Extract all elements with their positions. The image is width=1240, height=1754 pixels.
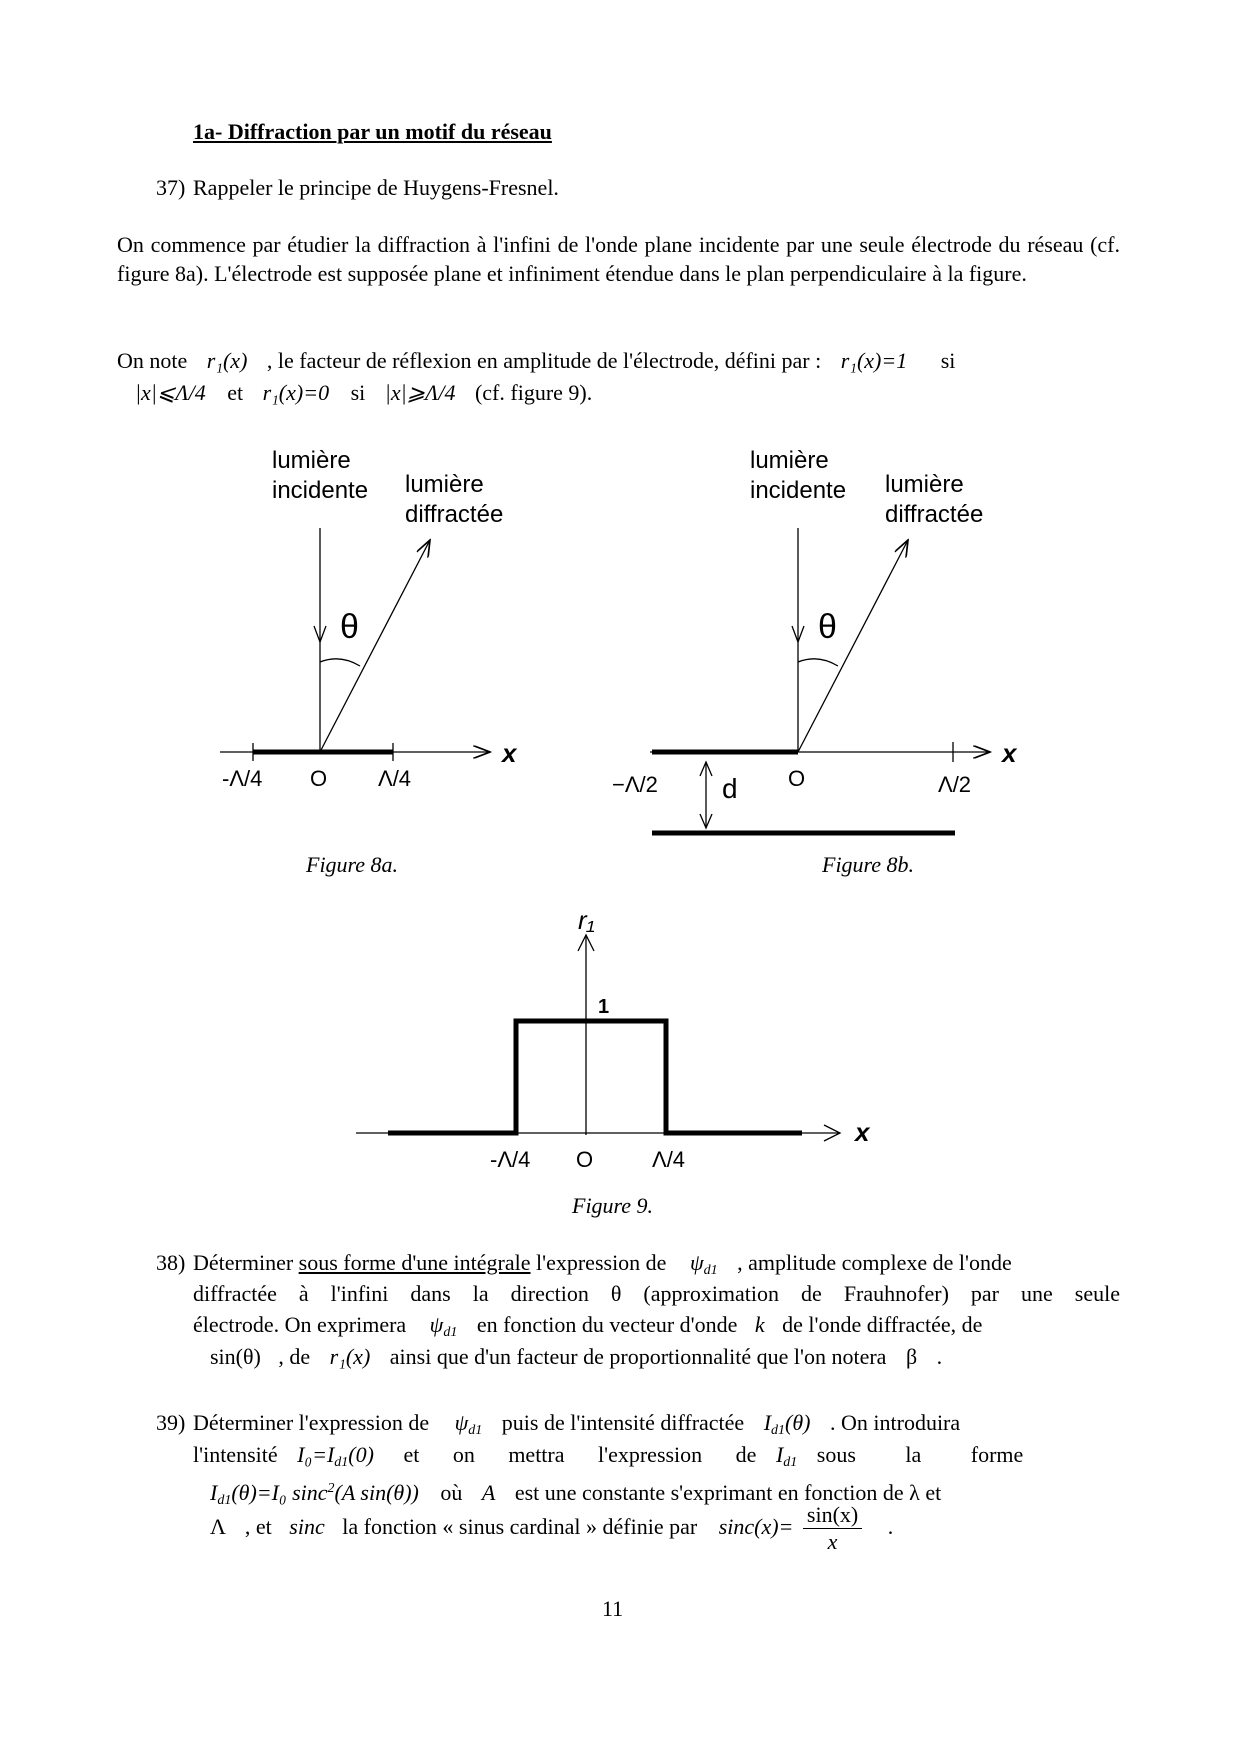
definition-line-1 xyxy=(117,346,955,376)
page-number: 11 xyxy=(602,1596,624,1621)
denominator: x xyxy=(827,1529,838,1555)
section-title: 1a- Diffraction par un motif du réseau xyxy=(193,119,552,144)
math-condition-2: |x|⩾Λ/4 xyxy=(384,380,456,405)
symbol: ψ xyxy=(429,1312,444,1337)
question-39-line-2 xyxy=(193,1440,1023,1478)
symbol: I xyxy=(763,1410,772,1435)
r1-rect-function xyxy=(388,1021,802,1133)
math-lambda: Λ xyxy=(210,1514,226,1539)
math-psi-d1 xyxy=(429,1312,458,1340)
question-38-number: 38) xyxy=(156,1250,186,1275)
math-r1-equals-0: r₁(x)=0 xyxy=(262,380,330,405)
tick-label-pos: Λ/2 xyxy=(938,772,972,797)
math-r1x: r₁(x) xyxy=(329,1344,371,1369)
text: Déterminer l'expression de xyxy=(193,1410,430,1435)
text: si xyxy=(350,380,366,405)
x-axis-label: x xyxy=(502,738,517,768)
tick-label-origin: O xyxy=(788,766,806,791)
text: . xyxy=(936,1344,943,1369)
text: de l'onde diffractée, de xyxy=(782,1312,983,1337)
definition-line-2 xyxy=(135,378,592,408)
text: , amplitude complexe de l'onde xyxy=(737,1250,1012,1275)
symbol: ψ xyxy=(454,1410,469,1435)
question-39-number: 39) xyxy=(156,1410,186,1435)
diffracted-label-2: diffractée xyxy=(405,501,504,528)
text: Déterminer xyxy=(193,1250,294,1275)
theta-label: θ xyxy=(818,608,837,646)
expr: I₀=I xyxy=(297,1442,335,1467)
math-sin-theta: sin(θ) xyxy=(210,1344,261,1369)
subscript: d1 xyxy=(443,1325,458,1340)
math-r1-equals-1: r₁(x)=1 xyxy=(840,348,908,373)
symbol: I xyxy=(775,1442,784,1467)
question-39-line-4 xyxy=(210,1497,893,1557)
text: et on mettra l'expression de xyxy=(403,1442,757,1467)
argument: (0) xyxy=(348,1442,374,1467)
diffracted-label-2: diffractée xyxy=(885,501,984,528)
math-sinc: sinc xyxy=(289,1514,325,1539)
text: l'intensité xyxy=(193,1442,278,1467)
text: puis de l'intensité diffractée xyxy=(501,1410,745,1435)
incident-label-2: incidente xyxy=(750,477,847,504)
tick-label-pos: Λ/4 xyxy=(652,1147,686,1172)
text: , de xyxy=(278,1344,311,1369)
subscript: d1 xyxy=(334,1455,349,1470)
text: , le facteur de réflexion en amplitude de l'électrode, défini par : xyxy=(266,348,822,373)
symbol: I xyxy=(210,1480,218,1505)
text: . xyxy=(887,1514,894,1539)
math-k: k xyxy=(754,1312,765,1337)
figure-8b xyxy=(610,440,1030,850)
text: ainsi que d'un facteur de proportionnalité que l'on notera xyxy=(389,1344,887,1369)
math-condition-1: |x|⩽Λ/4 xyxy=(135,380,206,405)
tick-label-pos: Λ/4 xyxy=(378,766,412,791)
fraction-sinx-over-x xyxy=(803,1502,862,1555)
theta-label: θ xyxy=(340,608,359,646)
text: l'expression de xyxy=(536,1250,667,1275)
text: la fonction « sinus cardinal » définie par xyxy=(342,1514,698,1539)
intro-paragraph: On commence par étudier la diffraction à l'infini de l'onde plane incidente par une seule électrode du réseau (cf. figure 8a). L'électrode est supposée plane et infiniment étendue dans le plan perpendiculaire à la figure. xyxy=(117,232,1120,286)
math-A: A xyxy=(481,1480,496,1505)
math-Id1 xyxy=(775,1442,798,1470)
figure-9-caption: Figure 9. xyxy=(572,1193,654,1218)
incident-label-2: incidente xyxy=(272,477,369,504)
figure-9 xyxy=(350,905,910,1195)
subscript: d1 xyxy=(703,1263,718,1278)
x-axis-label: x xyxy=(1002,738,1017,768)
theta-arc xyxy=(798,659,838,666)
numerator: sin(x) xyxy=(803,1502,862,1529)
d-label: d xyxy=(722,773,738,804)
tick-label-neg: −Λ/2 xyxy=(612,772,658,797)
figure-8a-caption: Figure 8a. xyxy=(306,852,399,877)
tick-label-origin: O xyxy=(576,1147,594,1172)
subscript: d1 xyxy=(217,1493,232,1508)
math-I0-equals xyxy=(297,1442,374,1470)
expr: (A sin(θ)) xyxy=(334,1480,419,1505)
superscript: 2 xyxy=(327,1481,335,1496)
theta-arc xyxy=(320,659,360,666)
question-38-line-2: diffractée à l'infini dans la direction θ (approximation de Frauhnofer) par une seule xyxy=(193,1281,1120,1306)
text: électrode. On exprimera xyxy=(193,1312,407,1337)
figure-8a xyxy=(210,440,540,820)
text: est une constante s'exprimant en fonction de λ et xyxy=(514,1480,942,1505)
diffracted-label-1: lumière xyxy=(405,471,484,498)
tick-label-origin: O xyxy=(310,766,328,791)
y-axis-label: r₁ xyxy=(578,905,595,935)
question-38-line-4 xyxy=(210,1342,942,1372)
question-37-text: Rappeler le principe de Huygens-Fresnel. xyxy=(193,175,559,200)
diffracted-ray xyxy=(320,540,430,752)
text: . On introduira xyxy=(830,1410,961,1435)
question-37-number: 37) xyxy=(156,175,186,200)
math-beta: β xyxy=(905,1344,918,1369)
text: et xyxy=(227,380,244,405)
math-psi-d1 xyxy=(454,1410,483,1438)
text: en fonction du vecteur d'onde xyxy=(476,1312,738,1337)
math-Id1-theta xyxy=(763,1410,811,1438)
text: si xyxy=(940,348,956,373)
underlined-text: sous forme d'une intégrale xyxy=(298,1250,531,1275)
math-psi-d1 xyxy=(689,1250,718,1278)
tick-label-neg: -Λ/4 xyxy=(490,1147,531,1172)
subscript: d1 xyxy=(771,1423,786,1438)
subscript: d1 xyxy=(468,1423,483,1438)
x-axis-label: x xyxy=(855,1117,870,1147)
text: On note xyxy=(117,348,188,373)
figure-8b-caption: Figure 8b. xyxy=(822,852,915,877)
diffracted-ray xyxy=(798,540,908,752)
text: , et xyxy=(244,1514,272,1539)
text: où xyxy=(440,1480,463,1505)
incident-label-1: lumière xyxy=(750,447,829,474)
text: (cf. figure 9). xyxy=(474,380,593,405)
math-sinc-x: sinc(x)= xyxy=(718,1514,794,1539)
value-one-label: 1 xyxy=(598,996,610,1018)
text: sous la forme xyxy=(816,1442,1024,1467)
diffracted-label-1: lumière xyxy=(885,471,964,498)
expr: (θ)=I₀ sinc xyxy=(231,1480,328,1505)
tick-label-neg: -Λ/4 xyxy=(222,766,263,791)
subscript: d1 xyxy=(783,1455,798,1470)
incident-label-1: lumière xyxy=(272,447,351,474)
math-r1x: r₁(x) xyxy=(206,348,248,373)
argument: (θ) xyxy=(785,1410,811,1435)
symbol: ψ xyxy=(689,1250,704,1275)
